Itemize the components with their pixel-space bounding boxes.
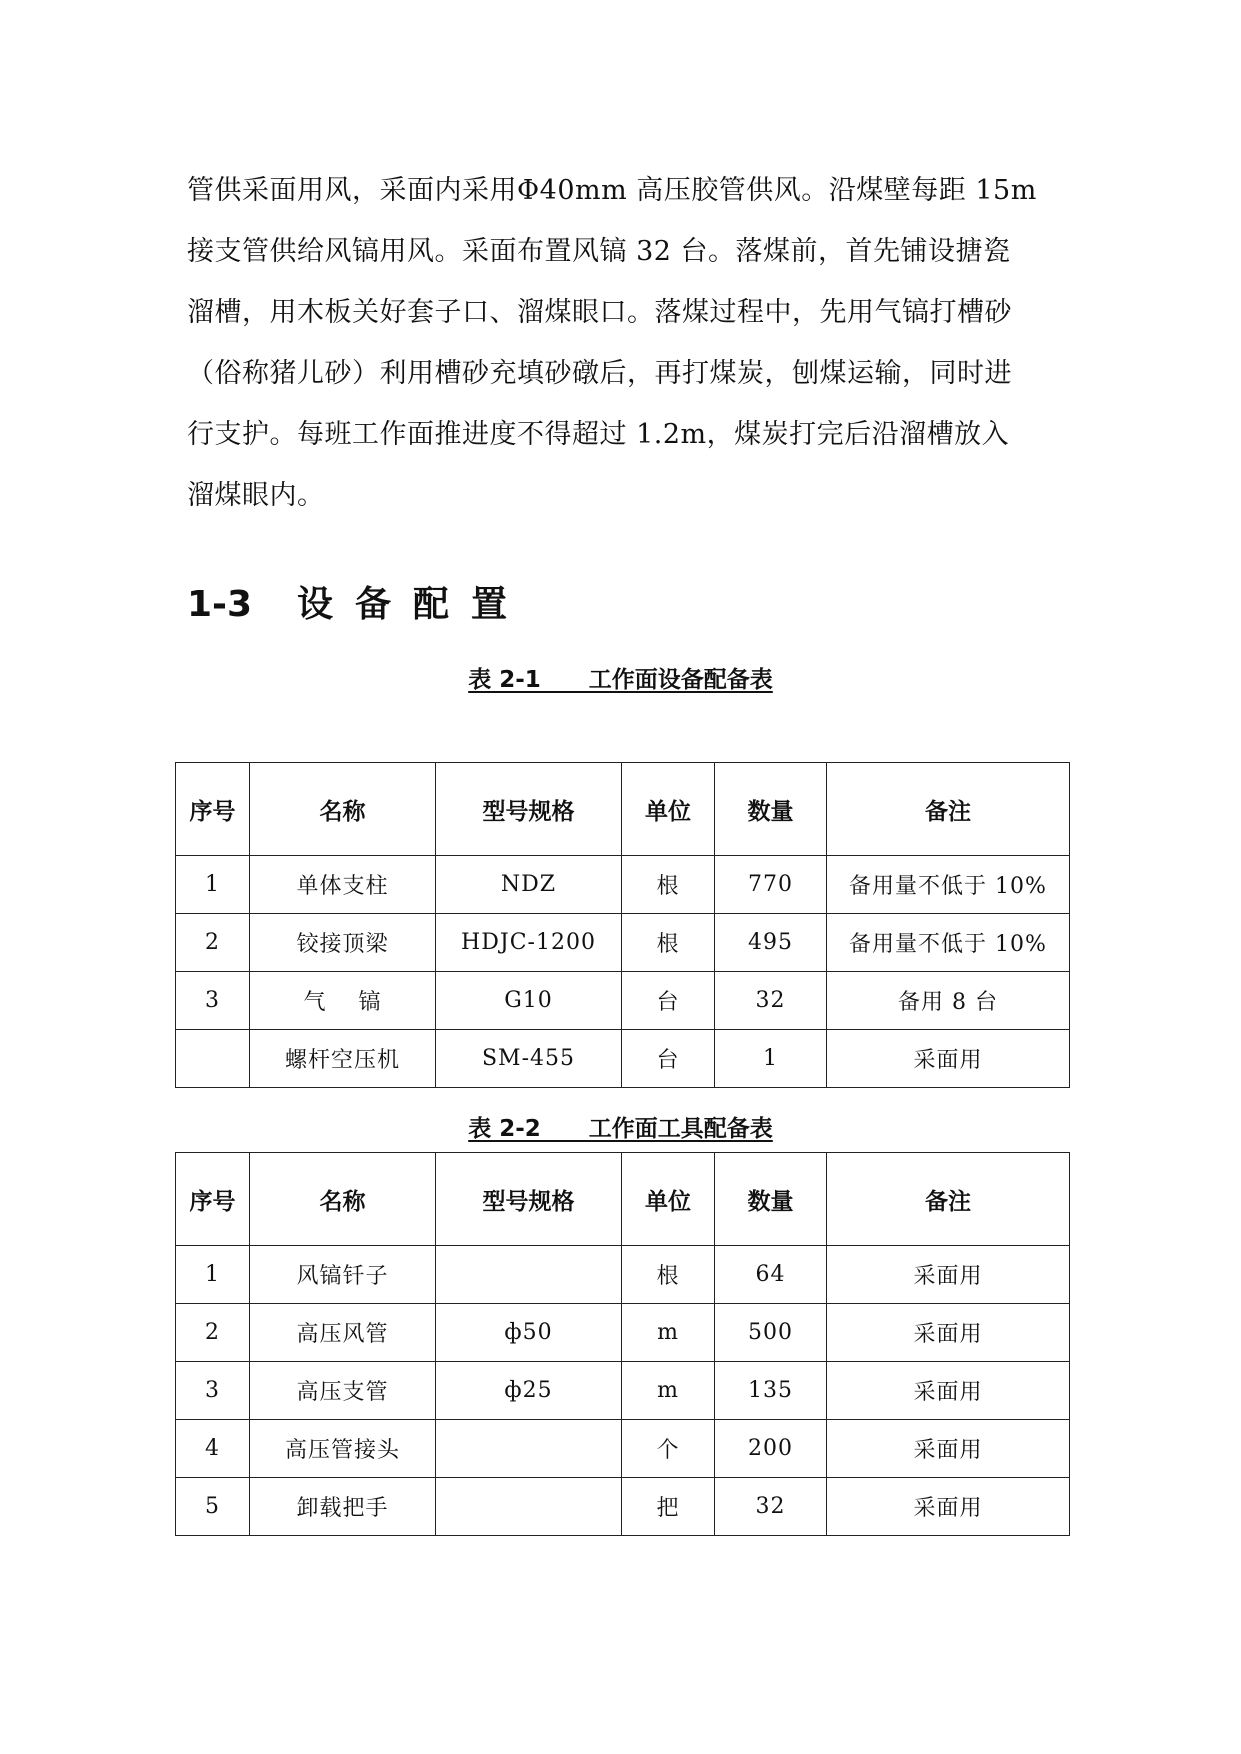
cell-index: 1	[176, 1246, 250, 1304]
cell-name: 单体支柱	[250, 856, 436, 914]
table-row	[176, 972, 1070, 1030]
cell-quantity: 495	[715, 914, 827, 972]
paragraph-line: 管供采面用风，采面内采用Φ40mm 高压胶管供风。沿煤壁每距 15m	[187, 175, 1037, 206]
cell-remark: 备用 8 台	[827, 972, 1070, 1030]
table-row	[176, 1362, 1070, 1420]
cell-remark: 采面用	[827, 1362, 1070, 1420]
cell-remark: 采面用	[827, 1246, 1070, 1304]
cell-quantity: 32	[715, 972, 827, 1030]
table-row	[176, 1304, 1070, 1362]
table1-caption: 表 2-1 工作面设备配备表	[468, 667, 773, 693]
table2-caption: 表 2-2 工作面工具配备表	[468, 1116, 773, 1142]
table-row	[176, 1030, 1070, 1088]
cell-index: 1	[176, 856, 250, 914]
cell-unit: 根	[622, 1246, 715, 1304]
cell-name: 高压支管	[250, 1362, 436, 1420]
cell-remark: 采面用	[827, 1420, 1070, 1478]
header-cell-unit: 单位	[622, 1153, 715, 1246]
header-cell-name: 名称	[250, 1153, 436, 1246]
section-number: 1-3	[187, 584, 253, 625]
cell-quantity: 770	[715, 856, 827, 914]
body-paragraph	[187, 160, 1057, 526]
table1-caption-wrap	[0, 662, 1241, 698]
cell-name: 螺杆空压机	[250, 1030, 436, 1088]
cell-index: 2	[176, 1304, 250, 1362]
cell-unit: m	[622, 1362, 715, 1420]
cell-quantity: 64	[715, 1246, 827, 1304]
cell-model: SM-455	[436, 1030, 622, 1088]
cell-model	[436, 1420, 622, 1478]
cell-unit: 把	[622, 1478, 715, 1536]
paragraph-line: 溜煤眼内。	[187, 480, 325, 511]
cell-model: HDJC-1200	[436, 914, 622, 972]
cell-index: 4	[176, 1420, 250, 1478]
cell-unit: 根	[622, 914, 715, 972]
section-heading	[187, 575, 529, 635]
cell-quantity: 32	[715, 1478, 827, 1536]
cell-model: NDZ	[436, 856, 622, 914]
header-cell-model: 型号规格	[436, 763, 622, 856]
cell-unit: 个	[622, 1420, 715, 1478]
table-row	[176, 1478, 1070, 1536]
header-cell-quantity: 数量	[715, 1153, 827, 1246]
cell-unit: 台	[622, 972, 715, 1030]
cell-name: 卸载把手	[250, 1478, 436, 1536]
cell-name: 高压风管	[250, 1304, 436, 1362]
cell-remark: 采面用	[827, 1304, 1070, 1362]
header-cell-index: 序号	[176, 1153, 250, 1246]
header-cell-quantity: 数量	[715, 763, 827, 856]
cell-index: 3	[176, 972, 250, 1030]
section-title: 设备配置	[297, 584, 530, 625]
table-row	[176, 1246, 1070, 1304]
cell-index: 3	[176, 1362, 250, 1420]
header-cell-remark: 备注	[827, 1153, 1070, 1246]
header-cell-index: 序号	[176, 763, 250, 856]
cell-name: 风镐钎子	[250, 1246, 436, 1304]
table-header-row	[176, 763, 1070, 856]
cell-unit: 台	[622, 1030, 715, 1088]
paragraph-line: 溜槽，用木板关好套子口、溜煤眼口。落煤过程中，先用气镐打槽砂	[187, 297, 1012, 328]
tools-table	[175, 1152, 1070, 1536]
cell-unit: m	[622, 1304, 715, 1362]
cell-quantity: 200	[715, 1420, 827, 1478]
table-header-row	[176, 1153, 1070, 1246]
cell-model	[436, 1246, 622, 1304]
cell-quantity: 1	[715, 1030, 827, 1088]
cell-unit: 根	[622, 856, 715, 914]
cell-index	[176, 1030, 250, 1088]
paragraph-line: （俗称猪儿砂）利用槽砂充填砂礅后，再打煤炭，刨煤运输，同时进	[187, 358, 1012, 389]
header-cell-unit: 单位	[622, 763, 715, 856]
cell-remark: 采面用	[827, 1478, 1070, 1536]
paragraph-line: 接支管供给风镐用风。采面布置风镐 32 台。落煤前，首先铺设搪瓷	[187, 236, 1011, 267]
cell-remark: 采面用	[827, 1030, 1070, 1088]
table-row	[176, 1420, 1070, 1478]
cell-model: G10	[436, 972, 622, 1030]
cell-remark: 备用量不低于 10%	[827, 914, 1070, 972]
cell-name: 高压管接头	[250, 1420, 436, 1478]
cell-quantity: 135	[715, 1362, 827, 1420]
cell-remark: 备用量不低于 10%	[827, 856, 1070, 914]
cell-index: 2	[176, 914, 250, 972]
cell-index: 5	[176, 1478, 250, 1536]
cell-model: ф50	[436, 1304, 622, 1362]
cell-model	[436, 1478, 622, 1536]
header-cell-model: 型号规格	[436, 1153, 622, 1246]
equipment-table	[175, 762, 1070, 1088]
table2-caption-wrap	[0, 1111, 1241, 1147]
cell-quantity: 500	[715, 1304, 827, 1362]
cell-model: ф25	[436, 1362, 622, 1420]
cell-name: 铰接顶梁	[250, 914, 436, 972]
table-row	[176, 914, 1070, 972]
header-cell-remark: 备注	[827, 763, 1070, 856]
cell-name: 气 镐	[250, 972, 436, 1030]
header-cell-name: 名称	[250, 763, 436, 856]
paragraph-line: 行支护。每班工作面推进度不得超过 1.2m，煤炭打完后沿溜槽放入	[187, 419, 1010, 450]
table-row	[176, 856, 1070, 914]
